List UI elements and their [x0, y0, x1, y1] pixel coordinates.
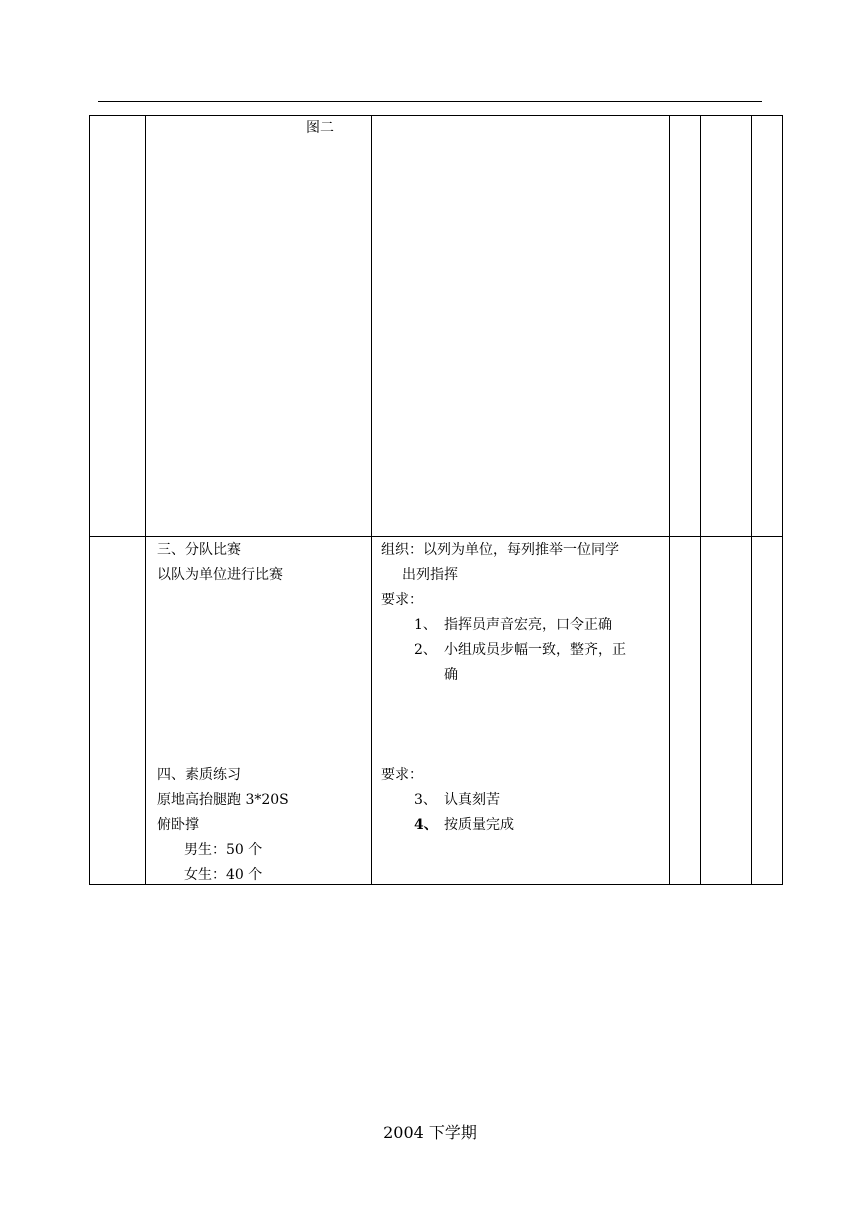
table-cell — [90, 537, 146, 885]
table-cell — [752, 116, 783, 537]
content-cell — [146, 116, 372, 537]
req3-text: 认真刻苦 — [444, 792, 500, 808]
section3-org-line1: 组织：以列为单位，每列推举一位同学 — [381, 542, 619, 558]
section3-title: 三、分队比赛 — [157, 542, 241, 558]
header-rule — [98, 101, 762, 102]
section4-item2: 俯卧撑 — [157, 817, 199, 833]
section4-title: 四、素质练习 — [157, 767, 241, 783]
method-cell — [372, 116, 670, 537]
table-row — [90, 116, 783, 537]
table-cell — [90, 116, 146, 537]
table-cell — [670, 116, 701, 537]
section4-boys: 男生：50 个 — [184, 842, 263, 858]
lesson-plan-table — [89, 115, 783, 885]
page-footer: 2004 下学期 — [383, 1123, 477, 1142]
table-cell — [701, 116, 752, 537]
table-cell — [701, 537, 752, 885]
section3-org-line2: 出列指挥 — [402, 567, 458, 583]
table-cell — [752, 537, 783, 885]
req1-text: 指挥员声音宏亮，口令正确 — [444, 617, 612, 633]
section4-req-label: 要求： — [381, 767, 423, 783]
req4-number: 4、 — [414, 817, 438, 833]
req2-text: 小组成员步幅一致，整齐，正 — [444, 642, 626, 658]
content-cell — [146, 537, 372, 885]
section4-item1: 原地高抬腿跑 3*20S — [157, 792, 289, 808]
req1-number: 1、 — [414, 617, 437, 633]
table-cell — [670, 537, 701, 885]
method-cell — [372, 537, 670, 885]
section3-req-label: 要求： — [381, 592, 423, 608]
table-row — [90, 537, 783, 885]
req3-number: 3、 — [414, 792, 437, 808]
req2-number: 2、 — [414, 642, 437, 658]
section3-desc: 以队为单位进行比赛 — [157, 567, 283, 583]
figure-caption: 图二 — [306, 120, 334, 136]
section4-girls: 女生：40 个 — [184, 867, 263, 883]
req4-text: 按质量完成 — [444, 817, 514, 833]
req2-continued: 确 — [444, 667, 458, 683]
